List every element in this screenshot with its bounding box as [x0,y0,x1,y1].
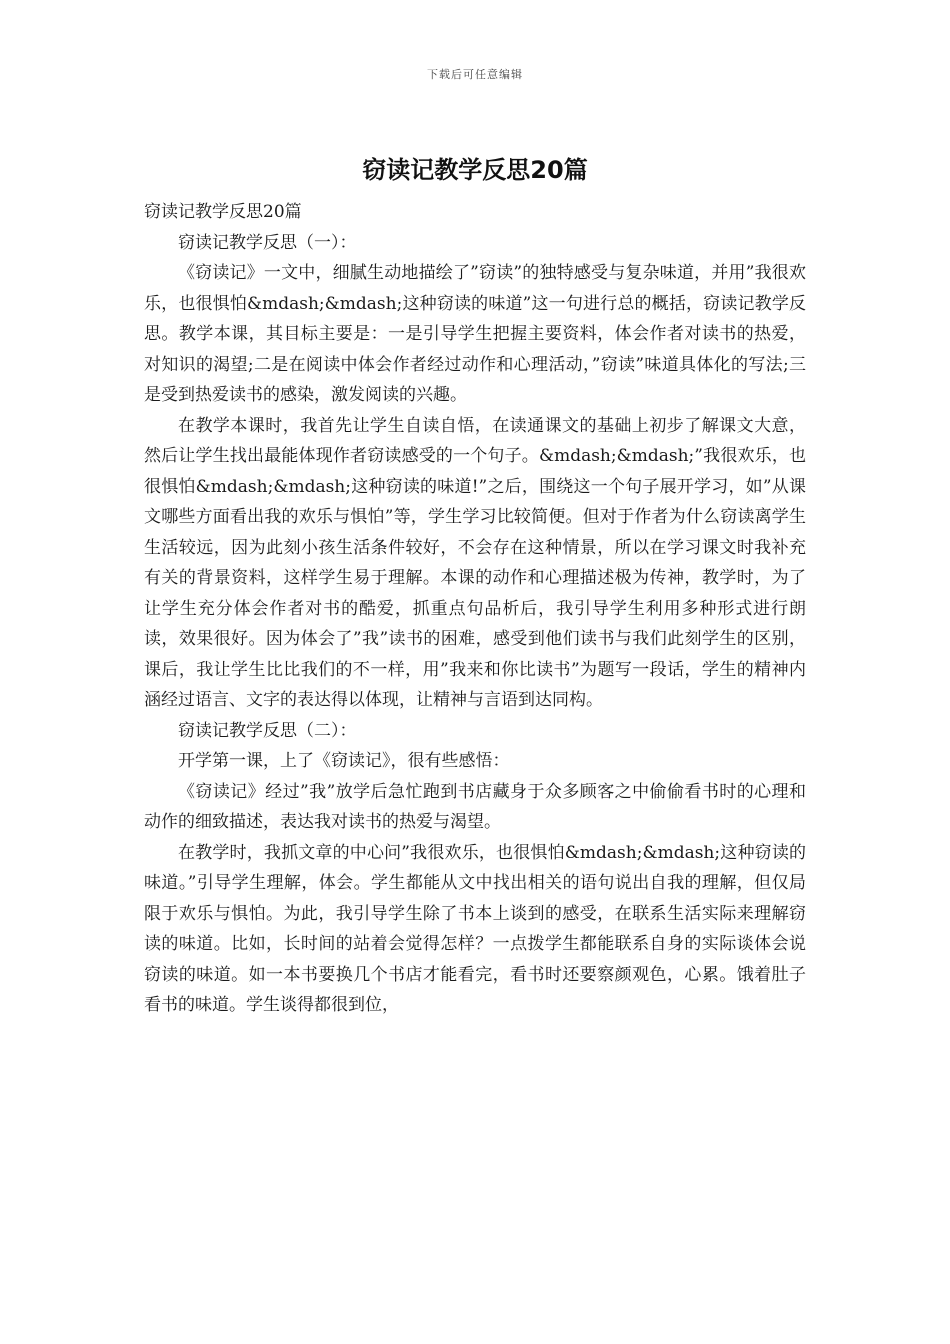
paragraph: 《窃读记》经过”我”放学后急忙跑到书店藏身于众多顾客之中偷偷看书时的心理和动作的细致描述，表达我对读书的热爱与渴望。 [144,781,806,832]
document-body [144,197,806,1021]
paragraph: 在教学时，我抓文章的中心问”我很欢乐，也很惧怕&mdash;&mdash;这种窃读的味道。”引导学生理解，体会。学生都能从文中找出相关的语句说出自我的理解，但仅局限于欢乐与惧怕。为此，我引导学生除了书本上谈到的感受，在联系生活实际来理解窃读的味道。比如，长时间的站着会觉得怎样？一点拨学生都能联系自身的实际谈体会说窃读的味道。如一本书要换几个书店才能看完，看书时还要察颜观色，心累。饿着肚子看书的味道。学生谈得都很到位， [144,842,806,1015]
paragraph-subtitle: 窃读记教学反思20篇 [144,202,302,222]
paragraph-section-heading: 窃读记教学反思（二）： [178,720,357,741]
paragraph: 《窃读记》一文中，细腻生动地描绘了”窃读”的独特感受与复杂味道，并用”我很欢乐，也很惧怕&mdash;&mdash;这种窃读的味道”这一句进行总的概括，窃读记教学反思。教学本课，其目标主要是：一是引导学生把握主要资料，体会作者对读书的热爱，对知识的渴望;二是在阅读中体会作者经过动作和心理活动，”窃读”味道具体化的写法;三是受到热爱读书的感染，激发阅读的兴趣。 [144,263,806,405]
header-note: 下载后可任意编辑 [427,68,523,81]
paragraph: 在教学本课时，我首先让学生自读自悟，在读通课文的基础上初步了解课文大意，然后让学生找出最能体现作者窃读感受的一个句子。&mdash;&mdash;”我很欢乐，也很惧怕&mdash;&mdash;这种窃读的味道!”之后，围绕这一个句子展开学习，如”从课文哪些方面看出我的欢乐与惧怕”等，学生学习比较简便。但对于作者为什么窃读离学生生活较远，因为此刻小孩生活条件较好，不会存在这种情景，所以在学习课文时我补充有关的背景资料，这样学生易于理解。本课的动作和心理描述极为传神，教学时，为了让学生充分体会作者对书的酷爱，抓重点句品析后，我引导学生利用多种形式进行朗读，效果很好。因为体会了”我”读书的困难，感受到他们读书与我们此刻学生的区别，课后，我让学生比比我们的不一样，用”我来和你比读书”为题写一段话，学生的精神内涵经过语言、文字的表达得以体现，让精神与言语到达同构。 [144,415,806,710]
page-title: 窃读记教学反思20篇 [362,156,588,184]
paragraph-section-heading: 窃读记教学反思（一）： [178,232,357,253]
paragraph: 开学第一课，上了《窃读记》，很有些感悟： [178,751,510,771]
